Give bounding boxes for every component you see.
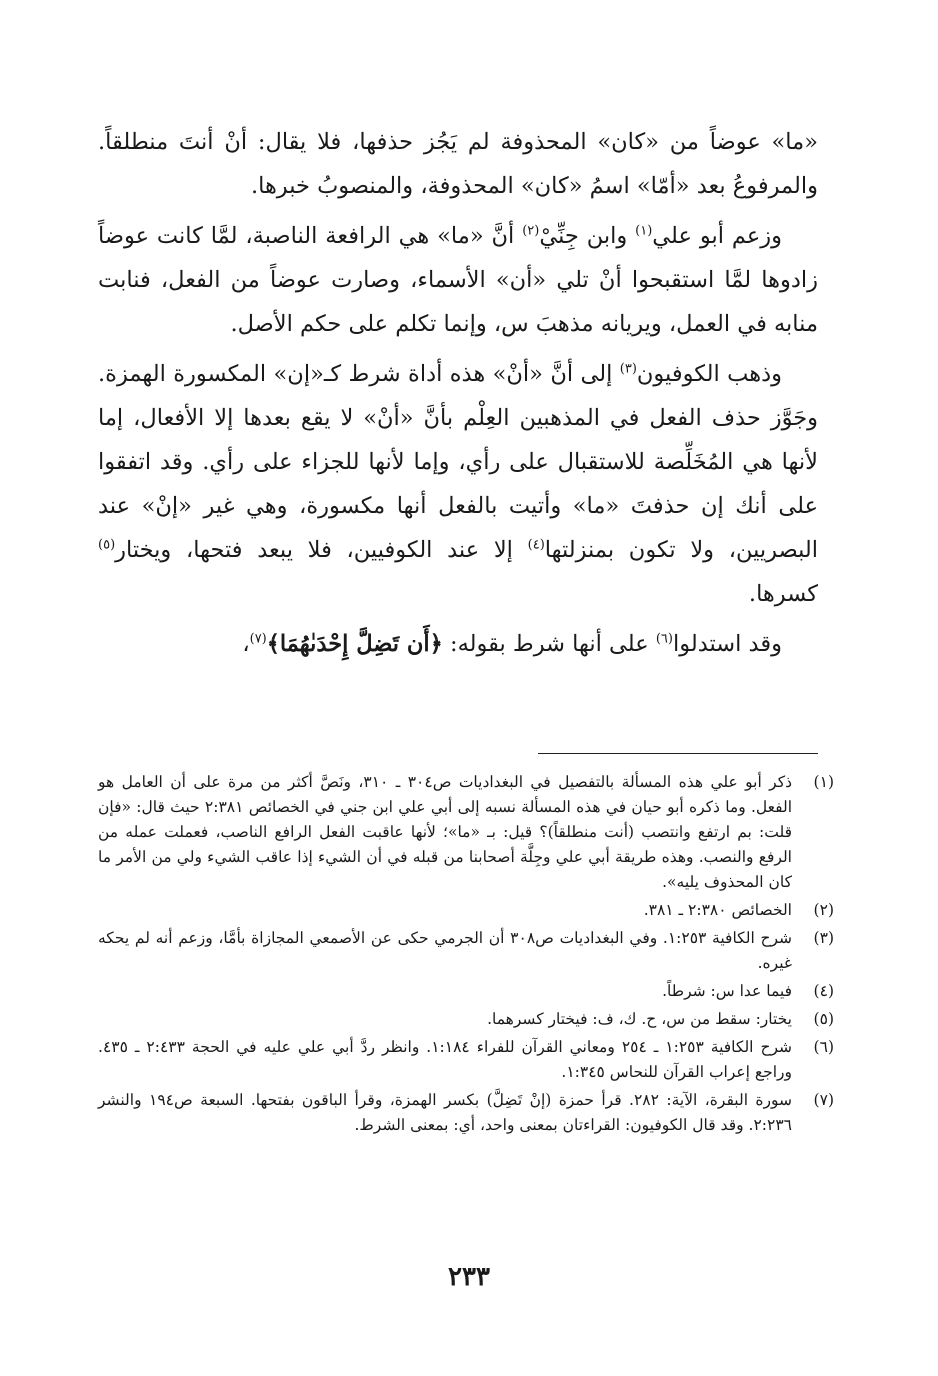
footnote-ref-7[interactable]: (٧): [249, 631, 267, 647]
p4-text-b: على أنها شرط بقوله:: [442, 631, 656, 657]
footnote-ref-2[interactable]: (٢): [522, 223, 540, 239]
p3-text-b: إلى أنَّ «أنْ» هذه أداة شرط كـ«إن» المكسورة الهمزة. وجَوَّز حذف الفعل في المذهبين العِلْم بأنَّ «أنْ» لا يقع بعدها إلا الأفعال، إما لأنها هي المُخَلِّصة للاستقبال على رأي، وإما لأنها للجزاء على رأي. وقد اتفقوا على أنك إن حذفتَ «ما» وأتيت بالفعل أنها مكسورة، وهي غير «إنْ» عند البصريين، ولا تكون بمنزلتها: [98, 361, 818, 563]
footnote-text: الخصائص ٢:٣٨٠ ـ ٣٨١.: [643, 901, 792, 919]
quran-quote: ﴿أَن تَضِلَّ إِحْدَىٰهُمَا﴾: [266, 631, 443, 657]
p2-text-c: أنَّ «ما» هي الرافعة الناصبة، لمَّا كانت عوضاً زادوها لمَّا استقبحوا أنْ تلي «أن» الأسماء، وصارت عوضاً من الفعل، فنابت منابه في العمل، ويريانه مذهبَ س، وإنما تكلم على حكم الأصل.: [98, 223, 818, 337]
p4-text-c: ،: [242, 631, 250, 657]
footnote-item: [98, 1035, 834, 1085]
footnote-text: شرح الكافية ١:٢٥٣ ـ ٢٥٤ ومعاني القرآن للفراء ١:١٨٤. وانظر ردَّ أبي علي عليه في الحجة ٢:٤٣٣ ـ ٤٣٥. وراجع إعراب القرآن للنحاس ١:٣٤٥.: [98, 1038, 792, 1081]
footnote-number: (٢): [813, 901, 834, 919]
p3-text-d: كسرها.: [748, 581, 818, 607]
footnote-text: شرح الكافية ١:٢٥٣. وفي البغداديات ص٣٠٨ أن الجرمي حكى عن الأصمعي المجازاة بأمَّا، وزعم أنه لم يحكه غيره.: [98, 929, 792, 972]
footnote-ref-1[interactable]: (١): [635, 223, 653, 239]
paragraph-3: [98, 352, 818, 616]
p2-text-a: وزعم أبو علي: [652, 223, 783, 249]
footnotes-section: [98, 770, 834, 1141]
p3-text-c: إلا عند الكوفيين، فلا يبعد فتحها، ويختار: [115, 537, 528, 563]
footnote-number: (١): [813, 773, 834, 791]
footnote-number: (٤): [813, 982, 834, 1000]
footnote-text: يختار: سقط من س، ح. ك، ف: فيختار كسرهما.: [487, 1010, 792, 1028]
p1-line-1: «ما» عوضاً من «كان» المحذوفة لم يَجُز حذفها، فلا يقال: أنْ أنتَ منطلقاً.: [98, 129, 818, 155]
footnote-item: [98, 898, 834, 923]
paragraph-1: [98, 120, 818, 208]
footnote-item: [98, 770, 834, 895]
footnote-item: [98, 979, 834, 1004]
paragraph-4: [98, 622, 818, 666]
footnote-ref-4[interactable]: (٤): [527, 537, 545, 553]
footnote-ref-6[interactable]: (٦): [655, 631, 673, 647]
footnote-item: [98, 1007, 834, 1032]
footnote-ref-3[interactable]: (٣): [619, 361, 637, 377]
page-number: ٢٣٣: [448, 1262, 490, 1292]
footnote-text: فيما عدا س: شرطاً.: [662, 982, 792, 1000]
footnote-text: سورة البقرة، الآية: ٢٨٢. قرأ حمزة (إنْ تَضِلَّ) بكسر الهمزة، وقرأ الباقون بفتحها. السبعة ص١٩٤ والنشر ٢:٢٣٦. وقد قال الكوفيون: القراءتان بمعنى واحد، أي: بمعنى الشرط.: [98, 1091, 793, 1134]
main-text-block: [98, 120, 818, 672]
footnote-number: (٣): [813, 929, 834, 947]
p1-line-2: والمرفوعُ بعد «أمّا» اسمُ «كان» المحذوفة، والمنصوبُ خبرها.: [250, 173, 818, 199]
paragraph-2: [98, 214, 818, 346]
footnote-item: [98, 1088, 834, 1138]
footnote-number: (٦): [813, 1038, 834, 1056]
footnote-text: ذكر أبو علي هذه المسألة بالتفصيل في البغداديات ص٣٠٤ ـ ٣١٠، ونَصَّ أكثر من مرة على أن العامل هو الفعل. وما ذكره أبو حيان في هذه المسألة نسبه إلى أبي علي ابن جني في الخصائص ٢:٣٨١ حيث قال: «فإن قلت: بم ارتفع وانتصب (أنت منطلقاً)؟ قيل: بـ «ما»؛ لأنها عاقبت الفعل الرافع الناصب، فعملت عمله من الرفع والنصب. وهذه طريقة أبي علي وجِلَّة أصحابنا من قبله في أن الشيء إذا عاقب الشيء ولي من الأمر ما كان المحذوف يليه».: [98, 773, 792, 891]
p2-text-b: وابن جِنِّيْ: [539, 223, 636, 249]
footnote-divider: [538, 753, 818, 754]
footnote-number: (٧): [813, 1091, 834, 1109]
p3-text-a: وذهب الكوفيون: [636, 361, 783, 387]
p4-text-a: وقد استدلوا: [672, 631, 782, 657]
footnote-ref-5[interactable]: (٥): [98, 537, 116, 553]
footnote-number: (٥): [813, 1010, 834, 1028]
footnote-item: [98, 926, 834, 976]
